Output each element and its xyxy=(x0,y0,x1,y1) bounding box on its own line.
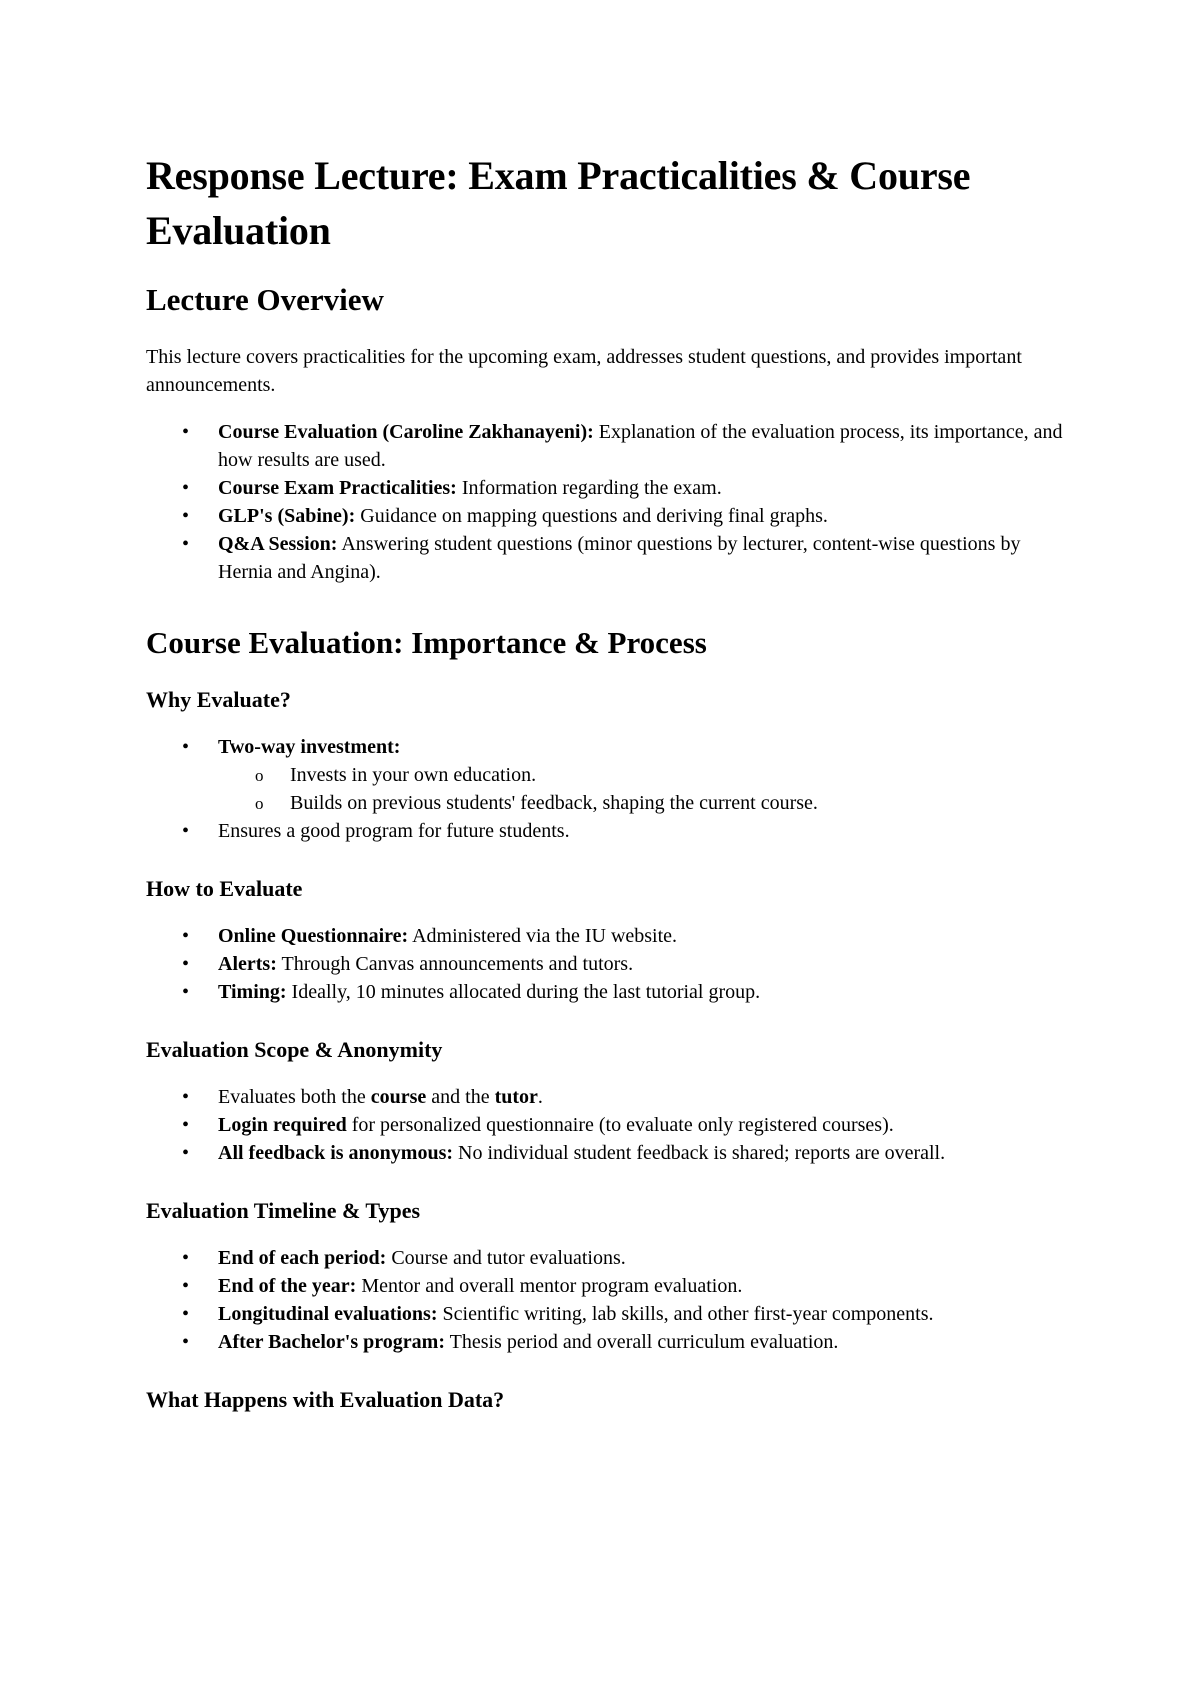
item-text: Ideally, 10 minutes allocated during the last tutorial group. xyxy=(286,981,761,1003)
why-list xyxy=(146,733,1076,845)
list-item xyxy=(146,474,1076,502)
item-label: Alerts: xyxy=(218,953,277,975)
item-text: Through Canvas announcements and tutors. xyxy=(276,953,634,975)
subheading-scope-anonymity: Evaluation Scope & Anonymity xyxy=(146,1037,443,1062)
subheading-how-to-evaluate: How to Evaluate xyxy=(146,876,303,901)
overview-intro: This lecture covers practicalities for the upcoming exam, addresses student questions, and provides important announcements. xyxy=(146,346,1022,396)
item-label: End of the year: xyxy=(218,1275,357,1297)
list-item xyxy=(146,1244,1076,1272)
item-text: Answering student questions (minor questions by lecturer, content-wise questions by Hernia and Angina). xyxy=(218,533,1021,583)
subheading-why-evaluate: Why Evaluate? xyxy=(146,687,291,712)
nested-list xyxy=(218,761,1076,817)
item-emphasis: tutor xyxy=(494,1086,538,1108)
item-label: After Bachelor's program: xyxy=(218,1331,445,1353)
section-heading-evaluation: Course Evaluation: Importance & Process xyxy=(146,625,707,660)
list-item xyxy=(146,1300,1076,1328)
item-text: Scientific writing, lab skills, and other first-year components. xyxy=(437,1303,934,1325)
list-item xyxy=(146,1328,1076,1356)
scope-list xyxy=(146,1083,1076,1167)
item-text: . xyxy=(537,1086,543,1108)
list-item xyxy=(146,978,1076,1006)
how-list xyxy=(146,922,1076,1006)
list-item xyxy=(146,922,1076,950)
item-label: Course Exam Practicalities: xyxy=(218,477,457,499)
list-item xyxy=(146,1139,1076,1167)
item-label: Two-way investment: xyxy=(218,736,401,758)
item-text: Guidance on mapping questions and deriving final graphs. xyxy=(355,505,828,527)
list-item xyxy=(146,733,1076,817)
item-text: Course and tutor evaluations. xyxy=(386,1247,626,1269)
list-item: • Ensures a good program for future students. xyxy=(146,817,1076,845)
nested-list-item: o Builds on previous students' feedback, shaping the current course. xyxy=(218,789,1076,817)
item-text: Explanation of the evaluation process, its importance, and how results are used. xyxy=(218,421,1063,471)
list-item xyxy=(146,418,1076,474)
section-heading-overview: Lecture Overview xyxy=(146,282,384,317)
item-text: and the xyxy=(426,1086,495,1108)
item-label: Login required xyxy=(218,1114,347,1136)
subheading-evaluation-data: What Happens with Evaluation Data? xyxy=(146,1387,505,1412)
item-text: Information regarding the exam. xyxy=(456,477,722,499)
list-item xyxy=(146,950,1076,978)
item-label: Course Evaluation (Caroline Zakhanayeni): xyxy=(218,421,594,443)
list-item xyxy=(146,1111,1076,1139)
item-label: All feedback is anonymous: xyxy=(218,1142,454,1164)
item-label: Timing: xyxy=(218,981,287,1003)
item-text: Mentor and overall mentor program evaluation. xyxy=(356,1275,743,1297)
timeline-list xyxy=(146,1244,1076,1356)
item-text: No individual student feedback is shared; reports are overall. xyxy=(453,1142,946,1164)
list-item xyxy=(146,530,1076,586)
nested-list-item: o Invests in your own education. xyxy=(218,761,1076,789)
item-label: Online Questionnaire: xyxy=(218,925,409,947)
list-item xyxy=(146,1083,1076,1111)
document-page xyxy=(146,148,1076,1433)
overview-list xyxy=(146,418,1076,586)
subheading-timeline-types: Evaluation Timeline & Types xyxy=(146,1198,421,1223)
list-item xyxy=(146,1272,1076,1300)
item-label: Longitudinal evaluations: xyxy=(218,1303,438,1325)
item-text: for personalized questionnaire (to evaluate only registered courses). xyxy=(346,1114,894,1136)
document-title: Response Lecture: Exam Practicalities & Course Evaluation xyxy=(146,153,971,253)
item-label: Q&A Session: xyxy=(218,533,338,555)
item-text: Administered via the IU website. xyxy=(408,925,678,947)
item-label: GLP's (Sabine): xyxy=(218,505,356,527)
item-emphasis: course xyxy=(370,1086,427,1108)
item-label: End of each period: xyxy=(218,1247,387,1269)
item-text: Thesis period and overall curriculum evaluation. xyxy=(444,1331,839,1353)
item-text: Evaluates both the xyxy=(218,1086,371,1108)
list-item xyxy=(146,502,1076,530)
